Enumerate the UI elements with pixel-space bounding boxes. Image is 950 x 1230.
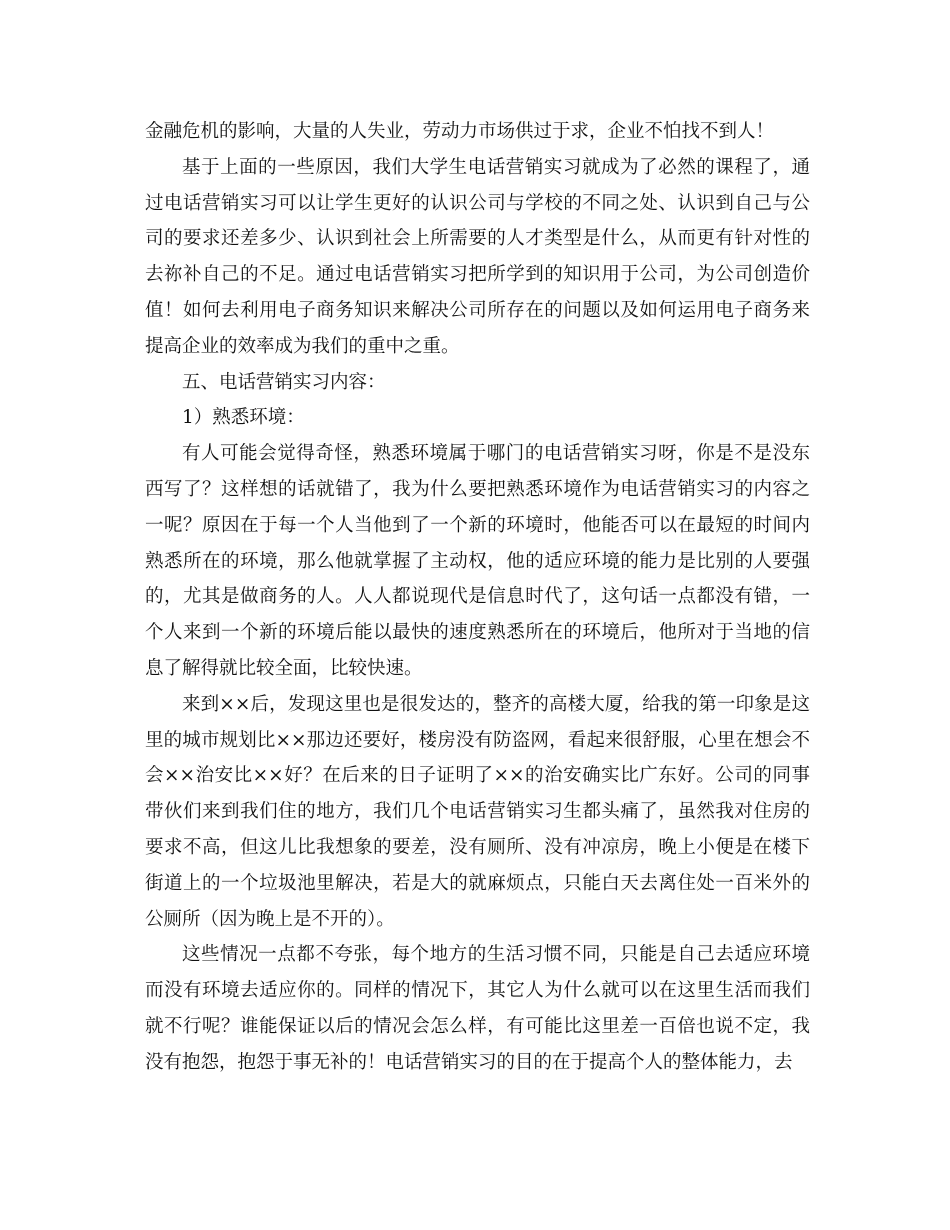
paragraph-arrival: 来到××后，发现这里也是很发达的，整齐的高楼大厦，给我的第一印象是这里的城市规划比××那边还要好，楼房没有防盗网，看起来很舒服，心里在想会不会××治安比××好？在后来的日子证明了××的治安确实比广东好。公司的同事带伙们来到我们住的地方，我们几个电话营销实习生都头痛了，虽然我对住房的要求不高，但这儿比我想象的要差，没有厕所、没有冲凉房，晚上小便是在楼下街道上的一个垃圾池里解决，若是大的就麻烦点，只能白天去离住处一百米外的公厕所（因为晚上是不开的）。 [145, 693, 810, 930]
document-body [145, 114, 810, 1081]
paragraph-environment: 有人可能会觉得奇怪，熟悉环境属于哪门的电话营销实习呀，你是不是没东西写了？这样想的话就错了，我为什么要把熟悉环境作为电话营销实习的内容之一呢？原因在于每一个人当他到了一个新的环境时，他能否可以在最短的时间内熟悉所在的环境，那么他就掌握了主动权，他的适应环境的能力是比别的人要强的，尤其是做商务的人。人人都说现代是信息时代了，这句话一点都没有错，一个人来到一个新的环境后能以最快的速度熟悉所在的环境后，他所对于当地的信息了解得就比较全面，比较快速。 [145, 443, 810, 679]
section-heading-internship-content: 五、电话营销实习内容： [182, 371, 386, 393]
paragraph-adaptation: 这些情况一点都不夸张，每个地方的生活习惯不同，只能是自己去适应环境而没有环境去适应你的。同样的情况下，其它人为什么就可以在这里生活而我们就不行呢？谁能保证以后的情况会怎么样，有可能比这里差一百倍也说不定，我没有抱怨，抱怨于事无补的！电话营销实习的目的在于提高个人的整体能力，去 [145, 944, 810, 1073]
subheading-familiarize-environment: 1）熟悉环境： [182, 407, 305, 429]
paragraph-continuation: 金融危机的影响，大量的人失业，劳动力市场供过于求，企业不怕找不到人！ [145, 121, 775, 142]
paragraph-reasons: 基于上面的一些原因，我们大学生电话营销实习就成为了必然的课程了，通过电话营销实习可以让学生更好的认识公司与学校的不同之处、认识到自己与公司的要求还差多少、认识到社会上所需要的人才类型是什么，从而更有针对性的去祢补自己的不足。通过电话营销实习把所学到的知识用于公司，为公司创造价值！如何去利用电子商务知识来解决公司所存在的问题以及如何运用电子商务来提高企业的效率成为我们的重中之重。 [145, 156, 810, 357]
